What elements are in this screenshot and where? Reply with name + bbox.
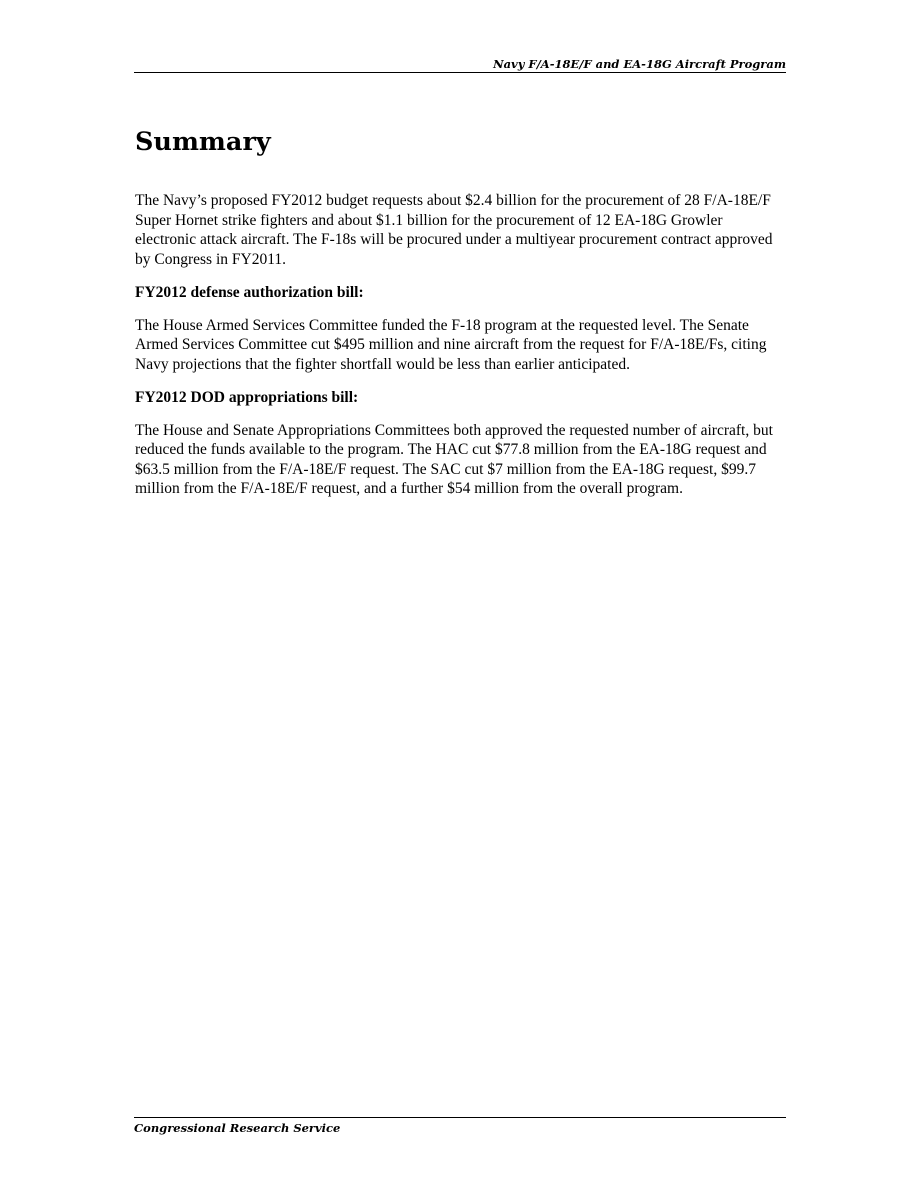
running-footer: Congressional Research Service bbox=[134, 1117, 786, 1138]
running-header: Navy F/A-18E/F and EA-18G Aircraft Program bbox=[134, 56, 786, 73]
page-title: Summary bbox=[135, 127, 271, 157]
section-heading-appropriations: FY2012 DOD appropriations bill: bbox=[135, 389, 359, 406]
section-paragraph-appropriations: The House and Senate Appropriations Committees both approved the requested number of aircraft, but reduced the funds available to the program. The HAC cut $77.8 million from the EA-18G request and $63.5 million from the F/A-18E/F request. The SAC cut $7 million from the EA-18G request, $99.7 million from the F/A-18E/F request, and a further $54 million from the overall program. bbox=[135, 421, 773, 497]
page-content bbox=[135, 124, 787, 513]
intro-paragraph: The Navy’s proposed FY2012 budget requests about $2.4 billion for the procurement of 28 F/A-18E/F Super Hornet strike fighters and about $1.1 billion for the procurement of 12 EA-18G Growler electronic attack aircraft. The F-18s will be procured under a multiyear procurement contract approved by Congress in FY2011. bbox=[135, 192, 773, 268]
section-heading-authorization: FY2012 defense authorization bill: bbox=[135, 284, 364, 301]
section-paragraph-authorization: The House Armed Services Committee funded the F-18 program at the requested level. The Senate Armed Services Committee cut $495 million and nine aircraft from the request for F/A-18E/Fs, citing Navy projections that the fighter shortfall would be less than earlier anticipated. bbox=[135, 316, 767, 373]
